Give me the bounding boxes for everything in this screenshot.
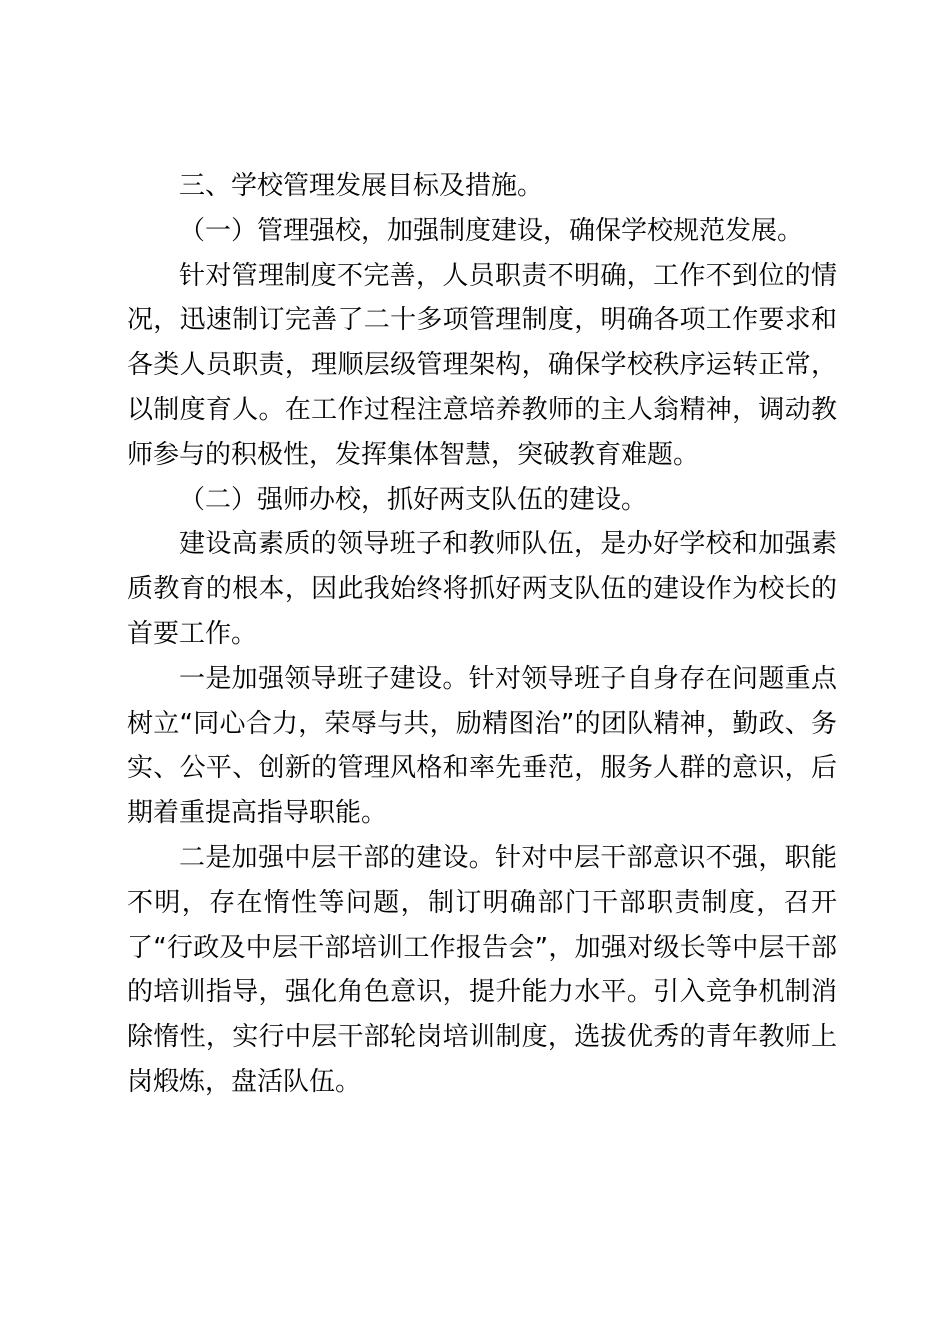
- body-paragraph: 二是加强中层干部的建设。针对中层干部意识不强，职能不明，存在惰性等问题，制订明确部门干部职责制度，召开了“行政及中层干部培训工作报告会”，加强对级长等中层干部的培训指导，强化角色意识，提升能力水平。引入竞争机制消除惰性，实行中层干部轮岗培训制度，选拔优秀的青年教师上岗煅炼，盘活队伍。: [127, 842, 837, 1097]
- document-body: [127, 164, 837, 1105]
- body-paragraph: 建设高素质的领导班子和教师队伍，是办好学校和加强素质教育的根本，因此我始终将抓好两支队伍的建设作为校长的首要工作。: [127, 529, 837, 649]
- subsection-heading-2: （二）强师办校，抓好两支队伍的建设。: [179, 484, 648, 515]
- section-heading: 三、学校管理发展目标及措施。: [179, 171, 544, 201]
- body-paragraph: 针对管理制度不完善，人员职责不明确，工作不到位的情况，迅速制订完善了二十多项管理制度，明确各项工作要求和各类人员职责，理顺层级管理架构，确保学校秩序运转正常，以制度育人。在工作过程注意培养教师的主人翁精神，调动教师参与的积极性，发挥集体智慧，突破教育难题。: [127, 260, 837, 470]
- subsection-heading-1: （一）管理强校，加强制度建设，确保学校规范发展。: [179, 215, 804, 246]
- body-paragraph: 一是加强领导班子建设。针对领导班子自身存在问题重点树立“同心合力，荣辱与共，励精图治”的团队精神，勤政、务实、公平、创新的管理风格和率先垂范，服务人群的意识，后期着重提高指导职能。: [127, 663, 837, 829]
